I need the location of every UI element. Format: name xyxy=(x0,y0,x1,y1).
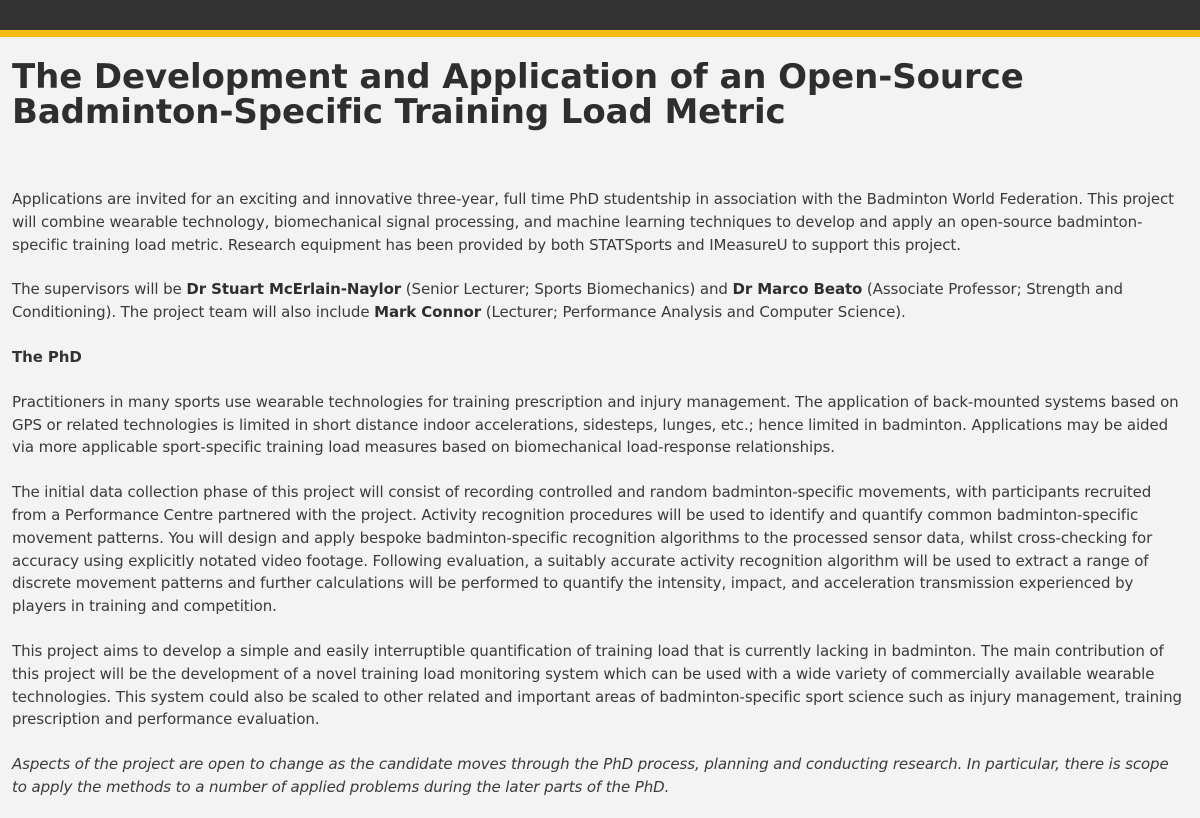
article xyxy=(0,57,1200,799)
article-body xyxy=(12,188,1188,799)
page-title: The Development and Application of an Open-Source Badminton-Specific Training Load Metric xyxy=(12,57,1024,132)
section-heading: The PhD xyxy=(12,347,82,366)
supervisors-paragraph xyxy=(12,278,1188,324)
supervisors-text-3: (Associate Professor; Strength and Conditioning). The project team will also include xyxy=(12,280,1123,322)
paragraph-2: The initial data collection phase of this project will consist of recording controlled and random badminton-specific movements, with participants recruited from a Performance Centre partnered with the project. Activity recognition procedures will be used to identify and quantify common badminton-specific movement patterns. You will design and apply bespoke badminton-specific recognition algorithms to the processed sensor data, whilst cross-checking for accuracy using explicitly notated video footage. Following evaluation, a suitably accurate activity recognition algorithm will be used to extract a range of discrete movement patterns and further calculations will be performed to quantify the intensity, impact, and acceleration transmission experienced by players in training and competition. xyxy=(12,483,1153,616)
supervisors-text-4: (Lecturer; Performance Analysis and Computer Science). xyxy=(481,303,906,322)
top-bar xyxy=(0,0,1200,37)
supervisors-text-2: (Senior Lecturer; Sports Biomechanics) and xyxy=(401,280,733,299)
supervisor-name-2: Dr Marco Beato xyxy=(732,280,863,299)
intro-paragraph: Applications are invited for an exciting and innovative three-year, full time PhD studentship in association with the Badminton World Federation. This project will combine wearable technology, biomechanical signal processing, and machine learning techniques to develop and apply an open-source badminton-specific training load metric. Research equipment has been provided by both STATSports and IMeasureU to support this project. xyxy=(12,190,1174,254)
supervisor-name-1: Dr Stuart McErlain-Naylor xyxy=(186,280,402,299)
team-member-name: Mark Connor xyxy=(374,303,482,322)
paragraph-3: This project aims to develop a simple and easily interruptible quantification of training load that is currently lacking in badminton. The main contribution of this project will be the development of a novel training load monitoring system which can be used with a wide variety of commercially available wearable technologies. This system could also be scaled to other related and important areas of badminton-specific sport science such as injury management, training prescription and performance evaluation. xyxy=(12,641,1182,729)
paragraph-1: Practitioners in many sports use wearable technologies for training prescription and injury management. The application of back-mounted systems based on GPS or related technologies is limited in short distance indoor accelerations, sidesteps, lunges, etc.; hence limited in badminton. Applications may be aided via more applicable sport-specific training load measures based on biomechanical load-response relationships. xyxy=(12,392,1179,457)
italic-note: Aspects of the project are open to change as the candidate moves through the PhD process, planning and conducting research. In particular, there is scope to apply the methods to a number of applied problems during the later parts of the PhD. xyxy=(12,755,1169,796)
supervisors-text-1: The supervisors will be xyxy=(12,280,187,299)
